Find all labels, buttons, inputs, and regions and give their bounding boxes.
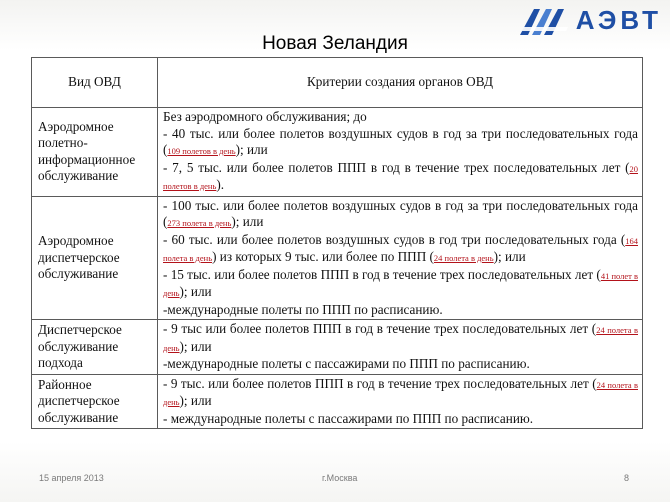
criteria-text: ); или (493, 249, 526, 264)
table-row (32, 320, 643, 375)
service-type-cell: Районное диспетчерское обслуживание (32, 374, 158, 429)
footer-city: г.Москва (322, 473, 358, 483)
criteria-text: ); или (235, 142, 268, 157)
logo-emblem-icon (518, 3, 572, 37)
flights-per-day-note: 109 полетов в день (167, 146, 236, 156)
flights-per-day-note: 41 полет в день (163, 270, 638, 298)
flights-per-day-note: 20 полетов в день (163, 163, 638, 191)
flights-per-day-note: 24 полета в день (433, 253, 494, 263)
service-type-cell: Аэродромное диспетчерское обслуживание (32, 196, 158, 320)
criteria-text: ); или (179, 393, 212, 408)
table-row (32, 108, 643, 197)
page-title: Новая Зеландия (262, 33, 408, 54)
column-header-service-type: Вид ОВД (32, 58, 158, 108)
criteria-table (31, 57, 643, 429)
criteria-text: -международные полеты по ППП по расписанию. (163, 301, 443, 317)
criteria-text: ) из которых 9 тыс. или более по ППП ( (212, 249, 434, 264)
footer-date: 15 апреля 2013 (39, 473, 104, 483)
flights-per-day-note: 273 полета в день (167, 218, 232, 228)
criteria-text: ); или (179, 338, 212, 354)
logo-text: АЭВТ (575, 4, 662, 35)
criteria-text: ); или (231, 214, 264, 229)
flights-per-day-note: 164 полета в день (163, 235, 638, 263)
service-type-cell: Диспетчерское обслуживание подхода (32, 320, 158, 375)
criteria-text: - 9 тыс. или более полетов ППП в год в течение трех последовательных лет ( (163, 375, 597, 391)
footer-page-number: 8 (624, 473, 630, 483)
criteria-text: - 7, 5 тыс. или более полетов ППП в год в течение трех последовательных лет ( (163, 159, 630, 175)
logo (518, 3, 662, 37)
table-header-row (32, 58, 643, 108)
flights-per-day-note: 24 полета в день (163, 325, 638, 353)
criteria-cell (158, 320, 643, 375)
criteria-text: Без аэродромного обслуживания; до (163, 109, 367, 124)
criteria-text: - 9 тыс или более полетов ППП в год в течение трех последовательных лет ( (163, 321, 597, 336)
column-header-criteria: Критерии создания органов ОВД (158, 58, 643, 108)
criteria-cell (158, 374, 643, 429)
criteria-cell (158, 108, 643, 197)
criteria-text: - 60 тыс. или более полетов воздушных судов в год три последовательных года ( (163, 231, 626, 247)
flights-per-day-note: 24 полета в день (163, 379, 638, 407)
criteria-text: - 40 тыс. или более полетов воздушных судов в год за три последовательных года ( (163, 125, 638, 157)
service-type-cell: Аэродромное полетно-информационное обслуживание (32, 108, 158, 197)
criteria-cell (158, 196, 643, 320)
criteria-text: ). (216, 177, 225, 192)
table-row (32, 374, 643, 429)
criteria-text: - 15 тыс. или более полетов ППП в год в течение трех последовательных лет ( (163, 266, 601, 282)
criteria-text: - 100 тыс. или более полетов воздушных судов в год за три последовательных года ( (163, 197, 638, 229)
criteria-text: ); или (179, 284, 212, 299)
table-row (32, 196, 643, 320)
criteria-text: -международные полеты с пассажирами по ППП по расписанию. (163, 356, 530, 371)
criteria-text: - международные полеты с пассажирами по ППП по расписанию. (163, 410, 534, 426)
